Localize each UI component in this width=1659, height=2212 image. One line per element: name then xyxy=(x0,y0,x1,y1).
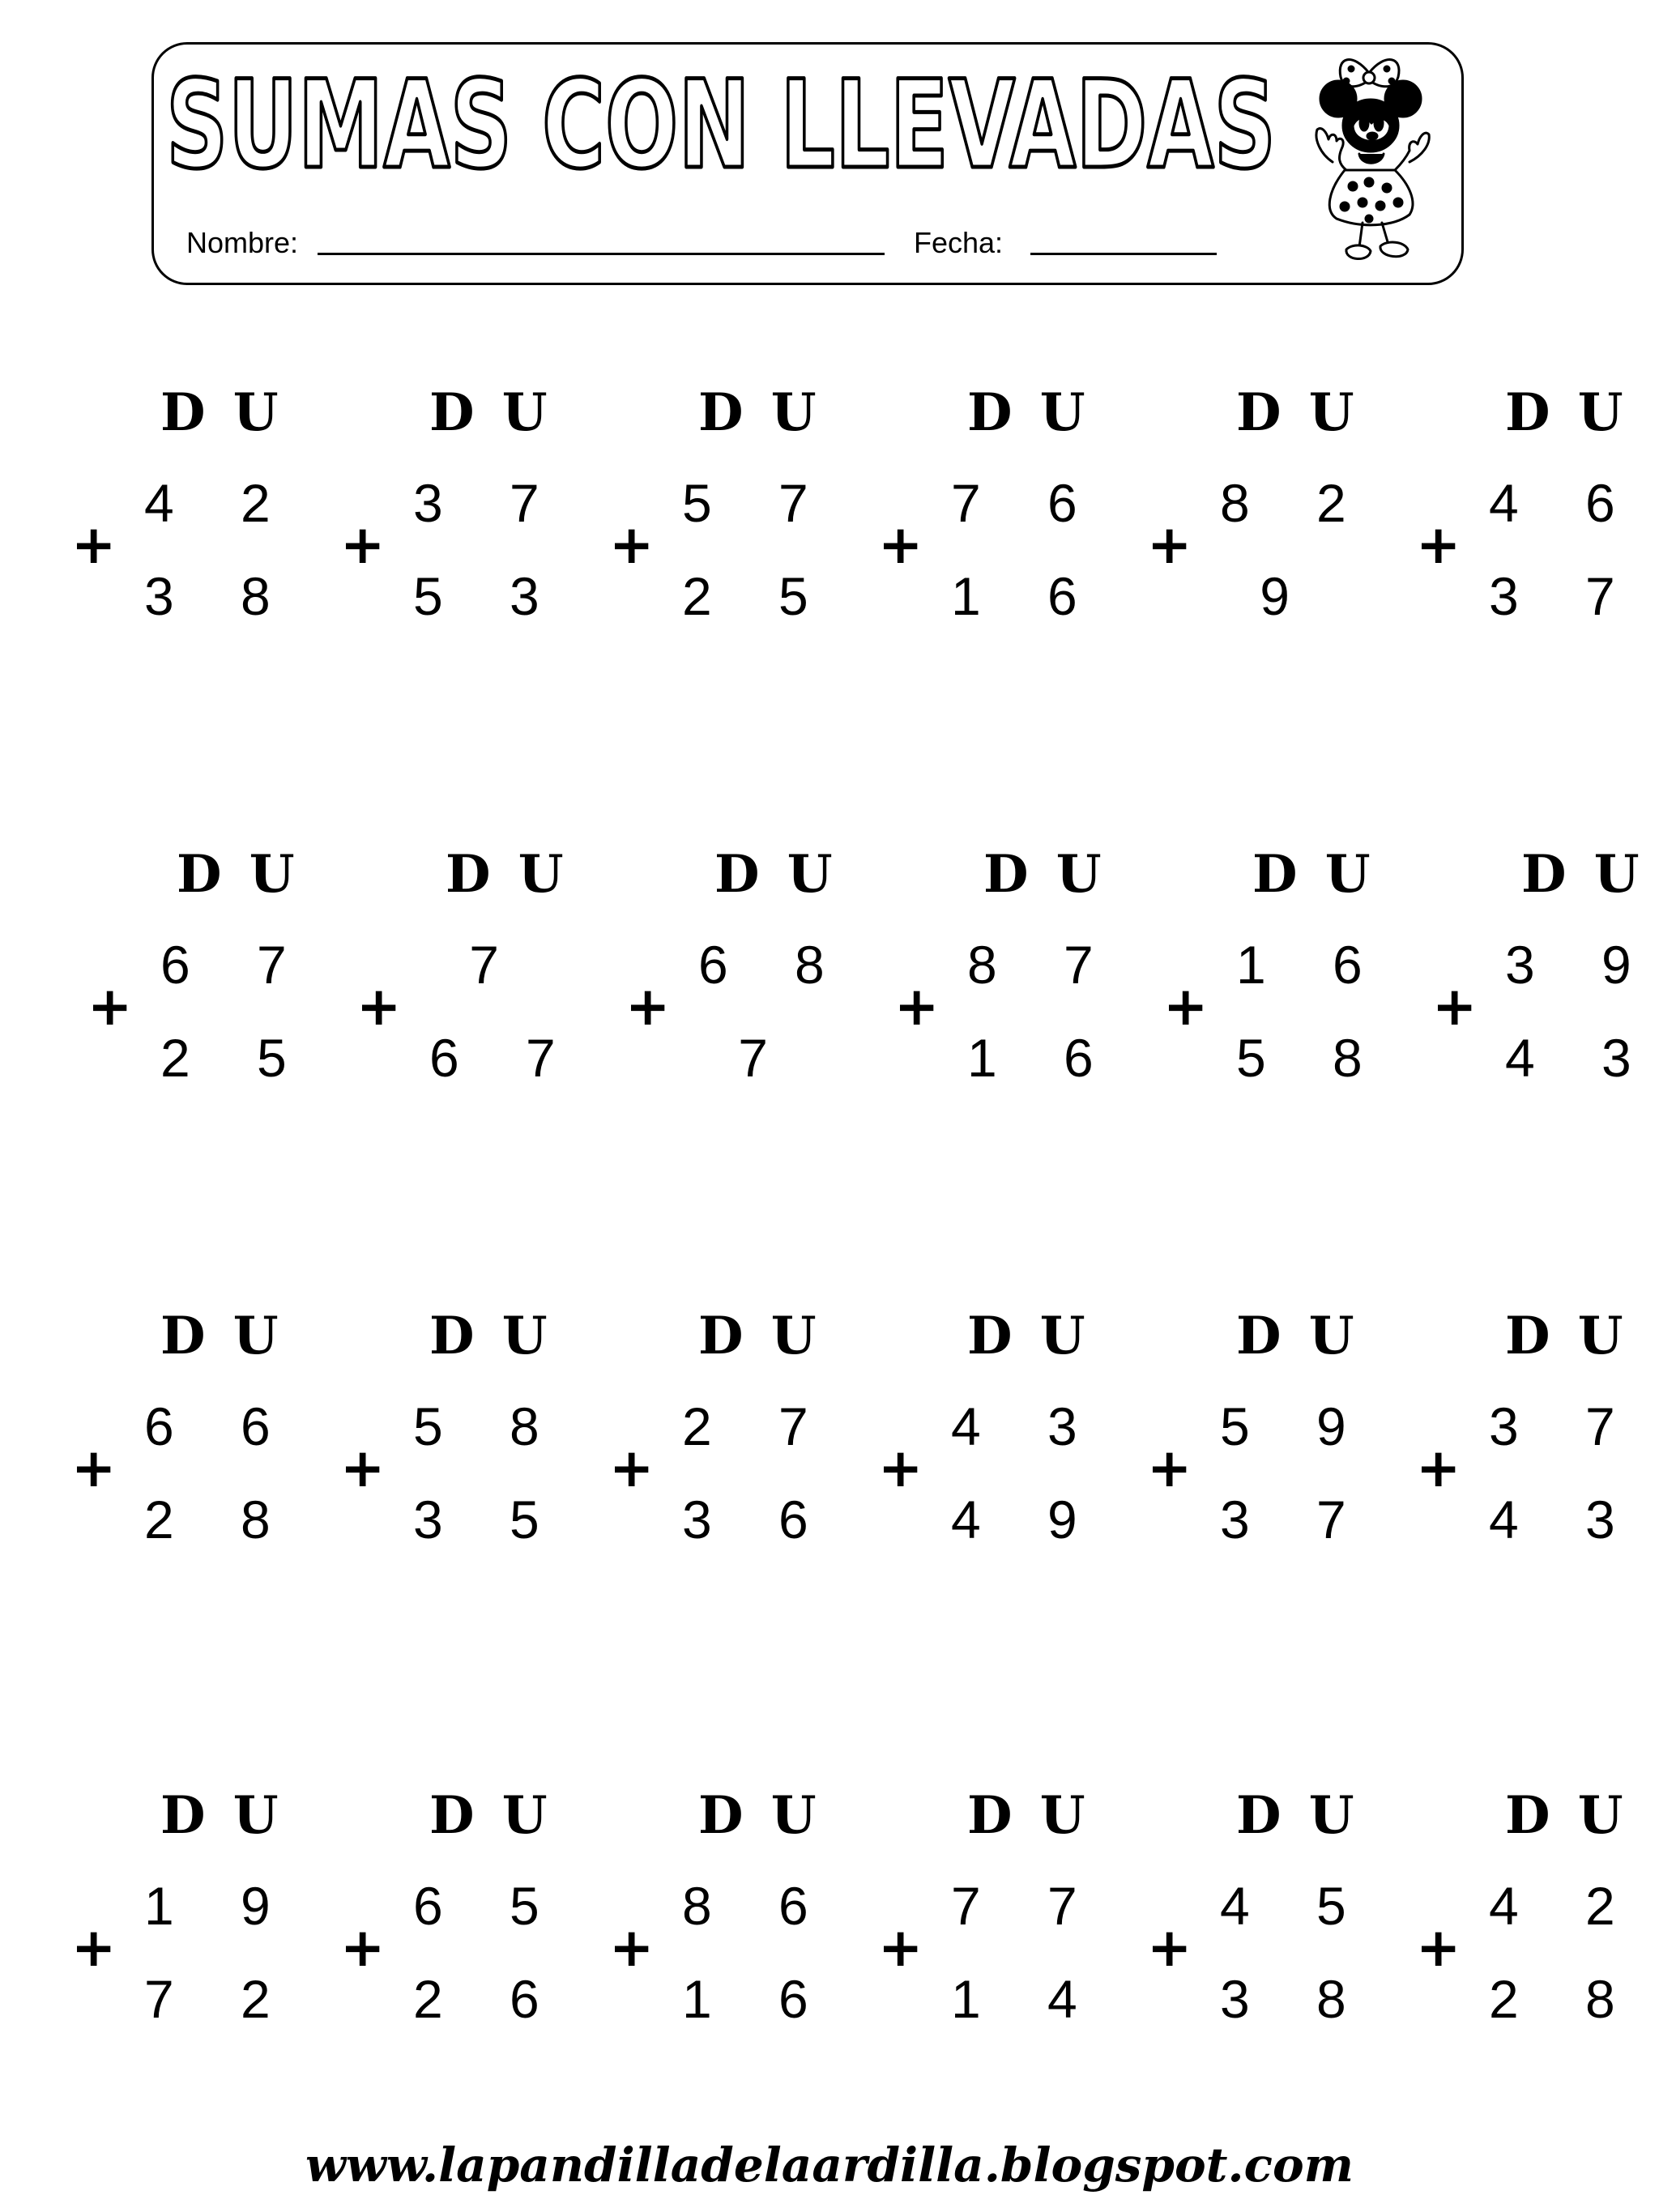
addend-top: 3 7 xyxy=(1489,1396,1641,1456)
date-field[interactable] xyxy=(1030,253,1217,255)
addend-bottom: 5 8 xyxy=(1236,1028,1388,1088)
addend-bottom: 2 8 xyxy=(1489,1969,1641,2029)
name-field[interactable] xyxy=(318,253,885,255)
addend-top: 6 7 xyxy=(160,935,313,995)
column-header-du: D U xyxy=(1505,1306,1628,1366)
addend-bottom: 2 5 xyxy=(160,1028,313,1088)
column-header-du: D U xyxy=(160,1785,284,1846)
plus-sign: + xyxy=(878,1437,923,1499)
plus-sign: + xyxy=(71,514,117,576)
minnie-mouse-icon xyxy=(1288,49,1450,275)
addition-problem xyxy=(1416,1306,1641,1549)
column-header-du: D U xyxy=(1521,844,1644,905)
plus-sign: + xyxy=(609,1916,655,1979)
addition-problem xyxy=(878,1306,1103,1549)
column-header-du: D U xyxy=(967,382,1090,443)
plus-sign: + xyxy=(340,514,386,576)
addend-top: 7 7 xyxy=(951,1876,1103,1936)
column-header-du: D U xyxy=(429,1306,552,1366)
column-header-du: D U xyxy=(714,844,838,905)
addend-top: 5 7 xyxy=(682,473,834,533)
addend-top: 3 9 xyxy=(1505,935,1657,995)
addend-bottom: 1 4 xyxy=(951,1969,1103,2029)
plus-sign: + xyxy=(1416,514,1461,576)
column-header-du: D U xyxy=(1505,1785,1628,1846)
name-label: Nombre: xyxy=(186,226,299,259)
addend-top: 4 6 xyxy=(1489,473,1641,533)
addend-top: 7 6 xyxy=(951,473,1103,533)
plus-sign: + xyxy=(878,1916,923,1979)
addition-problem xyxy=(894,844,1120,1088)
plus-sign: + xyxy=(87,975,133,1038)
addend-top: 8 2 xyxy=(1220,473,1372,533)
column-header-du: D U xyxy=(698,1306,821,1366)
addition-problem xyxy=(87,844,313,1088)
column-header-du: D U xyxy=(967,1785,1090,1846)
footer-url: www.lapandilladelaardilla.blogspot.com xyxy=(305,2137,1354,2193)
addend-bottom: 3 7 xyxy=(1489,566,1641,626)
plus-sign: + xyxy=(1163,975,1209,1038)
addition-problem xyxy=(1147,1785,1372,2029)
column-header-du: D U xyxy=(160,1306,284,1366)
addend-bottom: 3 7 xyxy=(1220,1490,1372,1549)
plus-sign: + xyxy=(894,975,940,1038)
addend-bottom: 5 3 xyxy=(413,566,565,626)
plus-sign: + xyxy=(1147,1916,1192,1979)
addend-top: 4 2 xyxy=(144,473,296,533)
plus-sign: + xyxy=(1147,514,1192,576)
addition-problem xyxy=(340,1306,565,1549)
addend-bottom: 3 6 xyxy=(682,1490,834,1549)
addend-top: 6 8 xyxy=(698,935,851,995)
column-header-du: D U xyxy=(698,1785,821,1846)
addition-problem xyxy=(1416,1785,1641,2029)
addend-top: 3 7 xyxy=(413,473,565,533)
column-header-du: D U xyxy=(160,382,284,443)
addend-top: 8 7 xyxy=(967,935,1120,995)
addition-problem xyxy=(609,1785,834,2029)
column-header-du: D U xyxy=(1236,382,1359,443)
addend-top: 7 xyxy=(469,935,525,995)
addition-problem xyxy=(340,1785,565,2029)
addend-bottom: 3 5 xyxy=(413,1490,565,1549)
plus-sign: + xyxy=(878,514,923,576)
plus-sign: + xyxy=(71,1437,117,1499)
addend-top: 8 6 xyxy=(682,1876,834,1936)
plus-sign: + xyxy=(1416,1437,1461,1499)
column-header-du: D U xyxy=(429,382,552,443)
addition-problem xyxy=(609,1306,834,1549)
addend-bottom: 2 5 xyxy=(682,566,834,626)
addend-bottom: 3 8 xyxy=(1220,1969,1372,2029)
column-header-du: D U xyxy=(177,844,300,905)
addend-bottom: 1 6 xyxy=(951,566,1103,626)
title-text: SUMAS CON LLEVADAS xyxy=(166,55,1276,196)
plus-sign: + xyxy=(625,975,671,1038)
addend-bottom: 3 8 xyxy=(144,566,296,626)
plus-sign: + xyxy=(356,975,402,1038)
addend-bottom: 9 xyxy=(1260,566,1316,626)
addend-top: 4 5 xyxy=(1220,1876,1372,1936)
column-header-du: D U xyxy=(1236,1306,1359,1366)
plus-sign: + xyxy=(340,1437,386,1499)
addend-bottom: 7 2 xyxy=(144,1969,296,2029)
addend-bottom: 1 6 xyxy=(682,1969,834,2029)
addition-problem xyxy=(71,1306,296,1549)
plus-sign: + xyxy=(71,1916,117,1979)
addition-problem xyxy=(356,844,582,1088)
addend-top: 2 7 xyxy=(682,1396,834,1456)
addend-bottom: 2 8 xyxy=(144,1490,296,1549)
addition-problem xyxy=(1432,844,1657,1088)
column-header-du: D U xyxy=(1505,382,1628,443)
worksheet-title xyxy=(160,55,1286,196)
addition-problem xyxy=(1416,382,1641,626)
addition-problem xyxy=(878,1785,1103,2029)
addend-top: 1 9 xyxy=(144,1876,296,1936)
addend-top: 4 3 xyxy=(951,1396,1103,1456)
addition-problem xyxy=(340,382,565,626)
date-label: Fecha: xyxy=(914,226,1004,259)
plus-sign: + xyxy=(609,514,655,576)
column-header-du: D U xyxy=(967,1306,1090,1366)
addend-bottom: 7 xyxy=(738,1028,794,1088)
addend-bottom: 1 6 xyxy=(967,1028,1120,1088)
addend-top: 5 9 xyxy=(1220,1396,1372,1456)
addend-bottom: 4 3 xyxy=(1489,1490,1641,1549)
addition-problem xyxy=(625,844,851,1088)
addend-top: 5 8 xyxy=(413,1396,565,1456)
addend-top: 6 5 xyxy=(413,1876,565,1936)
addition-problem xyxy=(1163,844,1388,1088)
column-header-du: D U xyxy=(983,844,1107,905)
column-header-du: D U xyxy=(698,382,821,443)
plus-sign: + xyxy=(1147,1437,1192,1499)
addend-bottom: 4 9 xyxy=(951,1490,1103,1549)
plus-sign: + xyxy=(609,1437,655,1499)
addition-problem xyxy=(878,382,1103,626)
plus-sign: + xyxy=(1432,975,1478,1038)
addend-top: 1 6 xyxy=(1236,935,1388,995)
addition-problem xyxy=(71,382,296,626)
addition-problem xyxy=(1147,1306,1372,1549)
column-header-du: D U xyxy=(1252,844,1375,905)
plus-sign: + xyxy=(1416,1916,1461,1979)
addend-top: 4 2 xyxy=(1489,1876,1641,1936)
addend-top: 6 6 xyxy=(144,1396,296,1456)
column-header-du: D U xyxy=(446,844,569,905)
addition-problem xyxy=(1147,382,1372,626)
column-header-du: D U xyxy=(429,1785,552,1846)
addend-bottom: 4 3 xyxy=(1505,1028,1657,1088)
column-header-du: D U xyxy=(1236,1785,1359,1846)
addend-bottom: 6 7 xyxy=(429,1028,582,1088)
addition-problem xyxy=(609,382,834,626)
plus-sign: + xyxy=(340,1916,386,1979)
addend-bottom: 2 6 xyxy=(413,1969,565,2029)
addition-problem xyxy=(71,1785,296,2029)
